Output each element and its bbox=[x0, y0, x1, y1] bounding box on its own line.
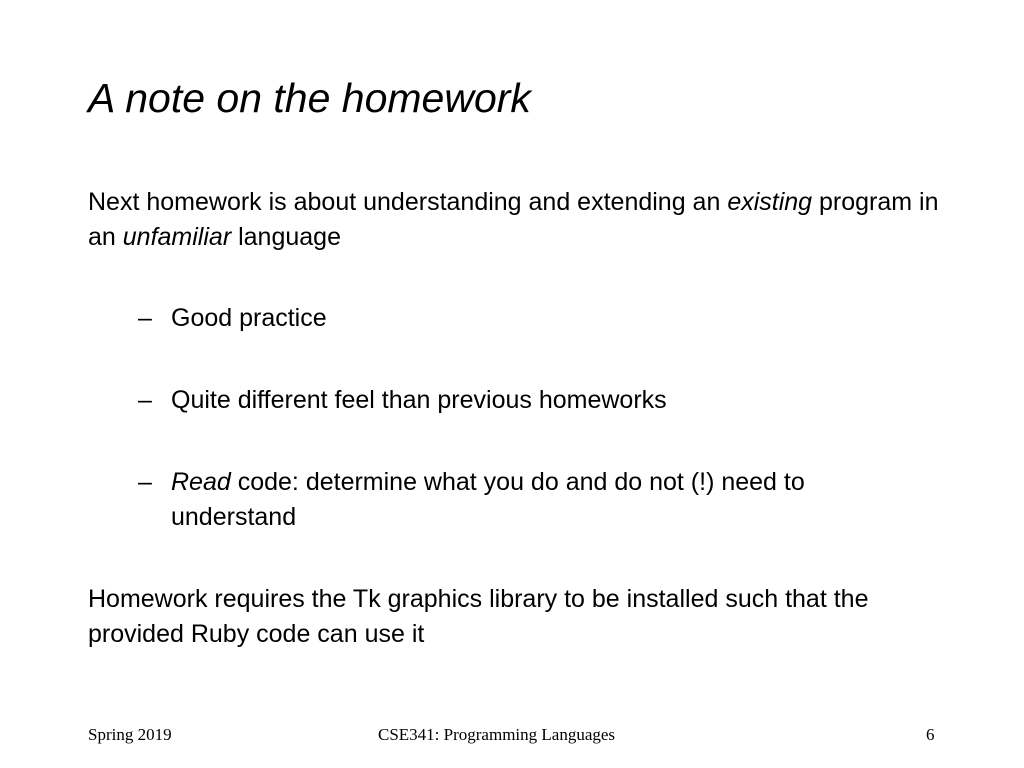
bullet-text: Good practice bbox=[171, 304, 327, 332]
intro-paragraph bbox=[88, 185, 948, 255]
bullet-text-rest: code: determine what you do and do not (!) need to understand bbox=[171, 468, 805, 531]
slide-title: A note on the homework bbox=[88, 75, 531, 121]
intro-text-part1: Next homework is about understanding and extending an bbox=[88, 188, 728, 216]
bullet-dash: – bbox=[138, 386, 152, 414]
bullet-item bbox=[138, 301, 928, 336]
intro-emphasis-unfamiliar: unfamiliar bbox=[122, 223, 232, 251]
requirements-paragraph: Homework requires the Tk graphics library to be installed such that the provided Ruby code can use it bbox=[88, 585, 869, 648]
bullet-item bbox=[138, 383, 928, 418]
bullet-dash: – bbox=[138, 304, 152, 332]
intro-emphasis-existing: existing bbox=[727, 188, 813, 216]
intro-text-part2: program in an bbox=[88, 188, 939, 251]
bullet-item bbox=[138, 465, 928, 535]
bullet-text: Quite different feel than previous homeworks bbox=[171, 386, 667, 414]
bullet-dash: – bbox=[138, 468, 152, 496]
footer-page-number: 6 bbox=[926, 725, 935, 744]
bullet-emphasis-read: Read bbox=[171, 468, 231, 496]
footer-course-title: CSE341: Programming Languages bbox=[378, 725, 616, 744]
footer-term: Spring 2019 bbox=[88, 725, 172, 744]
intro-text-part3: language bbox=[231, 223, 341, 251]
bullet-text bbox=[171, 465, 928, 535]
